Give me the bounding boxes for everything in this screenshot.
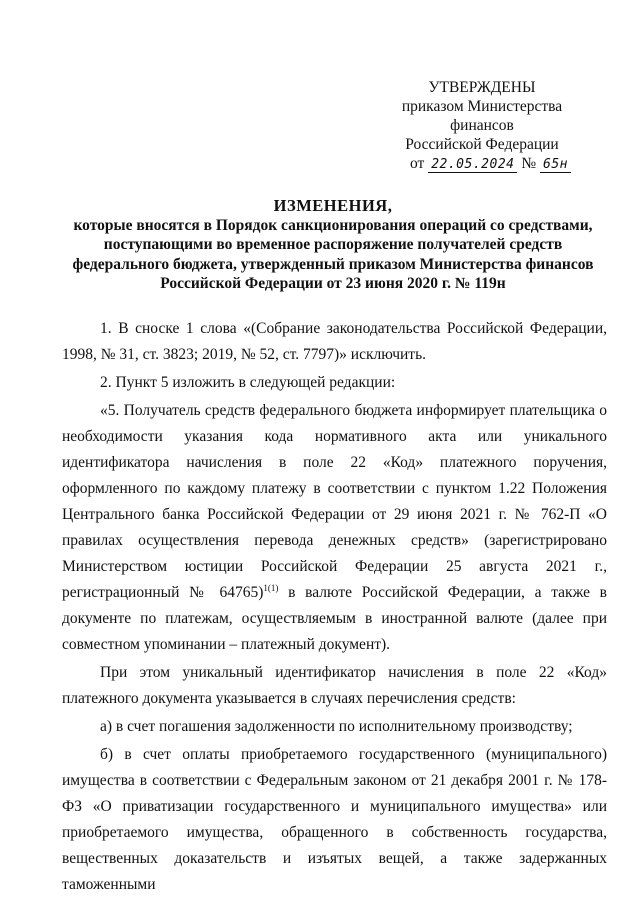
number-prefix: № [521,155,537,172]
title-subtitle: которые вносятся в Порядок санкционирования операций со средствами, поступающими во временное распоряжение получателей средств федерального бюджета, утвержденный приказом Министерства финансов Российской Федерации от 23 июня 2020 г. № 119н [72,216,594,292]
paragraph-3 [62,398,607,658]
footnote-ref: 1(1) [263,582,279,593]
approval-stamp [372,78,592,174]
document-title [58,196,608,294]
paragraph-3-text: «5. Получатель средств федерального бюджета информирует плательщика о необходимости указания кода нормативного акта или уникального идентификатора начисления в поле 22 «Код» платежного поручения, оформленного по каждому платежу в соответствии с пунктом 1.22 Положения Центрального банка Российской Федерации от 29 июня 2021 г. № 762-П «О правилах осуществления перевода денежных средств» (зарегистрировано Министерством юстиции Российской Федерации 25 августа 2021 г., регистрационный № 64765) [62,402,607,601]
document-body [62,316,607,900]
approval-date-line [372,154,592,174]
title-main: ИЗМЕНЕНИЯ, [273,196,393,215]
handwritten-date: 22.05.2024 [428,157,517,173]
approval-heading: УТВЕРЖДЕНЫ [428,79,536,96]
paragraph-1: 1. В сноске 1 слова «(Собрание законодательства Российской Федерации, 1998, № 31, ст. 3823; 2019, № 52, ст. 7797)» исключить. [62,320,607,363]
paragraph-5: а) в счет погашения задолженности по исполнительному производству; [100,718,573,735]
date-prefix: от [410,155,425,172]
paragraph-3-tail: в валюте Российской Федерации, а также в документе по платежам, осуществляемым в иностранной валюте (далее при совместном упоминании – платежный документ). [62,584,608,653]
paragraph-4: При этом уникальный идентификатор начисления в поле 22 «Код» платежного документа указывается в случаях перечисления средств: [62,664,607,707]
approval-country-line: Российской Федерации [405,136,559,153]
paragraph-2: 2. Пункт 5 изложить в следующей редакции: [100,374,396,391]
handwritten-number: 65н [540,157,571,173]
paragraph-6: б) в счет оплаты приобретаемого государственного (муниципального) имущества в соответствии с Федеральным законом от 21 декабря 2001 г. № 178-ФЗ «О приватизации государственного и муниципального имущества» или приобретаемого имущества, обращенного в собственность государства, вещественных доказательств и изъятых вещей, а также задержанных таможенными [62,746,607,893]
approval-order-line: приказом Министерства финансов [401,98,563,134]
